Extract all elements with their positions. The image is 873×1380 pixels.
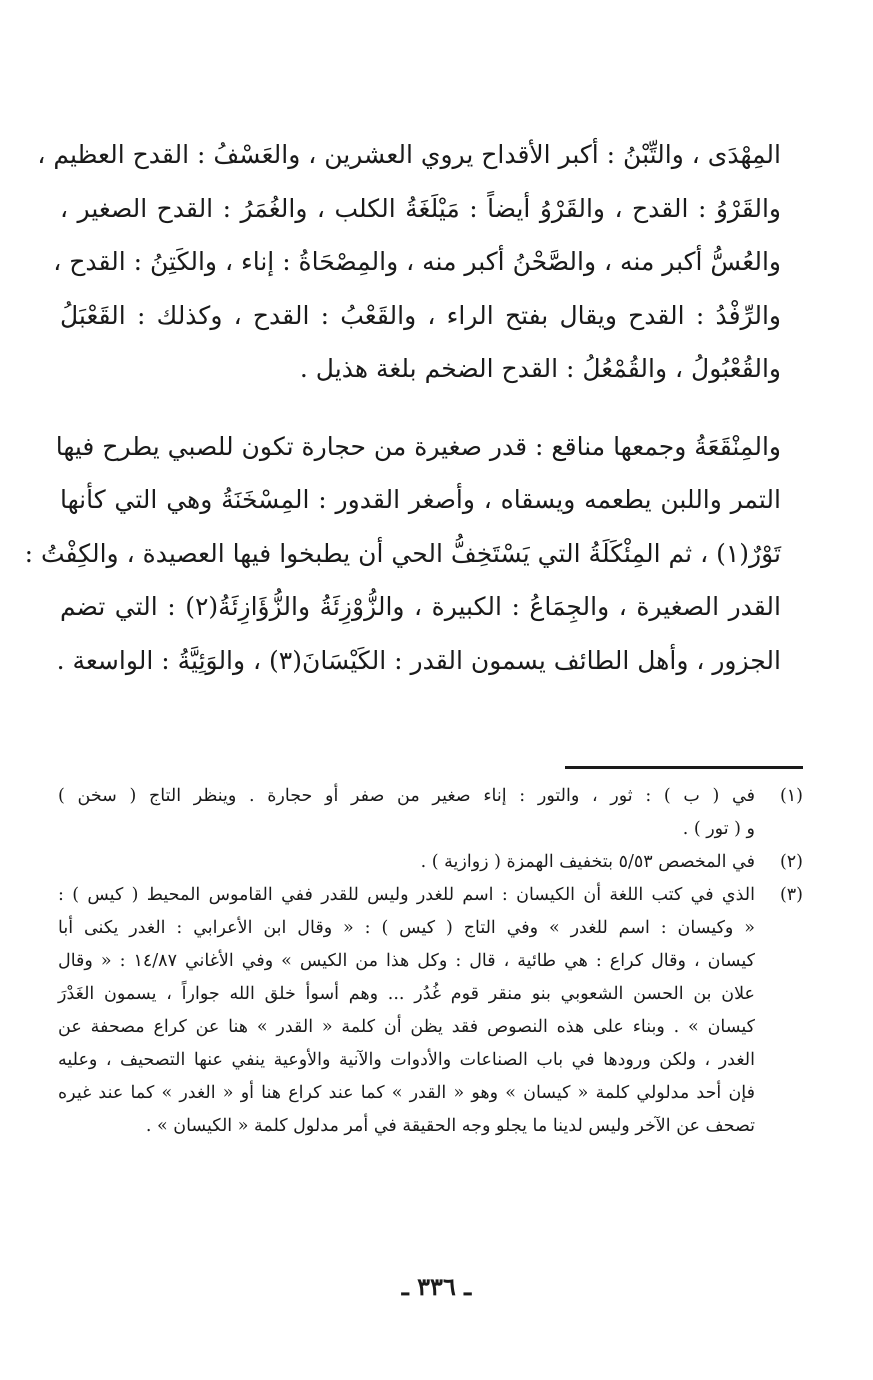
text-line: والعُسُّ أكبر منه ، والصَّحْنُ أكبر منه ، والمِصْحَاةُ : إناء ، والكَتِنُ : القدح ، [53,247,781,276]
text-line: الجزور ، وأهل الطائف يسمون القدر : الكَيْسَانَ(٣) ، والوَئِيَّةُ : الواسعة . [56,645,781,675]
main-text [24,128,781,687]
footnote-number: (٣) [779,885,803,905]
paragraph [24,420,781,688]
text-line: والقَرْوُ : القدح ، والقَرْوُ أيضاً : مَيْلَغَةُ الكلب ، والغُمَرُ : القدح الصغير ، [60,193,781,223]
footnote-body [58,846,755,879]
footnote-line: الذي في كتب اللغة أن الكيسان : اسم للغدر وليس للقدر ففي القاموس المحيط ( كيس ) : [58,885,755,905]
footnote-number: (٢) [779,852,803,872]
text-line: التمر واللبن يطعمه ويسقاه ، وأصغر القدور : المِسْخَنَةُ وهي التي كأنها [60,485,781,514]
paragraph [37,128,781,396]
footnote-line: الغدر ، ولكن ورودها في باب الصناعات والأدوات والآنية والأوعية ينفي عنها التصحيف ، وعليه [58,1050,755,1070]
footnote-line: فإن أحد مدلولي كلمة « كيسان » وهو « القدر » كما عند كراع هنا أو « الغدر » كما عند غيره [58,1083,755,1103]
text-line: تَوْرٌ(١) ، ثم المِئْكَلَةُ التي يَسْتَخِفُّ الحي أن يطبخوا فيها العصيدة ، والكِفْتُ : [24,538,781,568]
footnote-line: في ( ب ) : ثور ، والتور : إناء صغير من صفر أو حجارة . وينظر التاج ( سخن ) [58,786,755,806]
text-line: والمِنْقَعَةُ وجمعها مناقع : قدر صغيرة من حجارة تكون للصبي يطرح فيها [55,431,781,461]
footnote-body [58,780,755,846]
footnote-number: (١) [779,786,803,806]
page-number: ـ ٣٣٦ ـ [401,1272,472,1301]
footnote [58,780,803,846]
footnote-line: كيسان ، وقال كراع : هي طائية ، قال : وكل هذا من الكيس » وفي الأغاني ١٤/٨٧ : « وقال [58,951,755,971]
text-line: المِهْدَى ، والتِّبْنُ : أكبر الأقداح يروي العشرين ، والعَسْفُ : القدح العظيم ، [37,140,781,169]
footnote-line: كيسان » . وبناء على هذه النصوص فقد يظن أن كلمة « القدر » هنا عن كراع مصحفة عن [58,1017,755,1037]
footnote-line: « وكيسان : اسم للغدر » وفي التاج ( كيس ) : « وقال ابن الأعرابي : الغدر يكنى أبا [58,918,755,938]
text-line: والقُعْبُولُ ، والقُمْعُلُ : القدح الضخم بلغة هذيل . [299,354,781,383]
footnote [58,846,803,879]
footnote-line: في المخصص ٥/٥٣ بتخفيف الهمزة ( زوازية ) . [420,852,755,872]
text-line: القدر الصغيرة ، والجِمَاعُ : الكبيرة ، والزُّوْزِئَةُ والزُّؤَازِئَةُ(٢) : التي تضم [60,592,781,621]
text-line: والرِّفْدُ : القدح ويقال بفتح الراء ، والقَعْبُ : القدح ، وكذلك : القَعْبَلُ [60,300,781,330]
footnote-line: و ( تور ) . [682,819,755,839]
footnote-body [58,879,755,1143]
footnotes [58,780,803,1143]
footnote-line: تصحف عن الآخر وليس لدينا ما يجلو وجه الحقيقة في أمر مدلول كلمة « الكيسان » . [145,1116,755,1136]
footnote-line: علان بن الحسن الشعوبي بنو منقر قوم غُدُر ... وهم أسوأ خلق الله جواراً ، يسمون الغَدْرَ [58,984,755,1004]
footnote [58,879,803,1143]
footnote-divider [565,766,803,769]
